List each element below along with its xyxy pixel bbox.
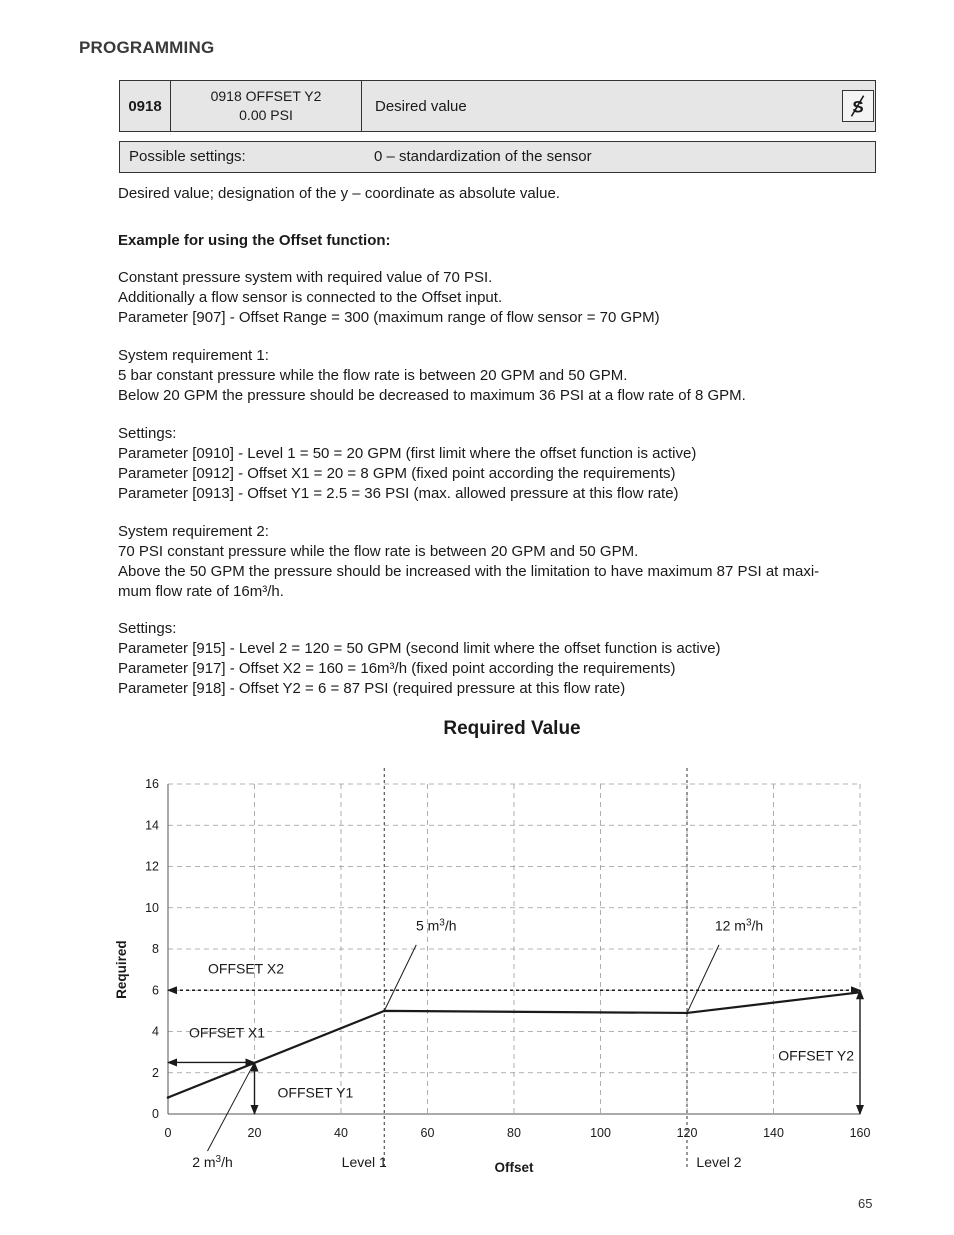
x-tick-label: 60 xyxy=(420,1126,435,1140)
level-label: Level 1 xyxy=(341,1154,387,1170)
paragraph-line: 5 bar constant pressure while the flow rate is between 20 GPM and 50 GPM. xyxy=(118,367,628,384)
flow-annotation: 5 $m^3/h$ xyxy=(415,917,457,934)
y-tick-label: 10 xyxy=(145,900,159,915)
reference-label: OFFSET Y2 xyxy=(778,1047,854,1064)
possible-settings-label: Possible settings: xyxy=(129,148,246,165)
parameter-default-value: 0.00 PSI xyxy=(239,107,293,123)
paragraph-line: Parameter [915] - Level 2 = 120 = 50 GPM (second limit where the offset function is active) xyxy=(118,640,721,657)
paragraph-line: Below 20 GPM the pressure should be decreased to maximum 36 PSI at a flow rate of 8 GPM. xyxy=(118,387,746,404)
example-heading: Example for using the Offset function: xyxy=(118,232,391,249)
possible-settings-value: 0 – standardization of the sensor xyxy=(374,148,592,165)
reference-label: OFFSET Y1 xyxy=(277,1084,354,1101)
paragraph-line: Constant pressure system with required value of 70 PSI. xyxy=(118,269,493,286)
reference-label: OFFSET X1 xyxy=(189,1024,265,1041)
paragraph-line: Parameter [918] - Offset Y2 = 6 = 87 PSI (required pressure at this flow rate) xyxy=(118,680,626,697)
paragraph-line: System requirement 2: xyxy=(118,523,269,540)
parameter-name-title: 0918 OFFSET Y2 xyxy=(210,88,322,104)
x-axis-title: Offset xyxy=(494,1160,534,1175)
paragraph-line: 70 PSI constant pressure while the flow rate is between 20 GPM and 50 GPM. xyxy=(118,543,639,560)
y-tick-label: 6 xyxy=(152,983,159,998)
annotation-leader xyxy=(384,945,416,1011)
paragraph-line: Settings: xyxy=(118,620,177,637)
x-tick-label: 100 xyxy=(590,1126,611,1140)
y-tick-label: 16 xyxy=(145,777,159,791)
paragraph-line: Parameter [907] - Offset Range = 300 (maximum range of flow sensor = 70 GPM) xyxy=(118,309,660,326)
y-tick-label: 8 xyxy=(152,942,159,956)
paragraph-line: Parameter [0913] - Offset Y1 = 2.5 = 36 PSI (max. allowed pressure at this flow rate) xyxy=(118,485,679,502)
y-tick-label: 2 xyxy=(152,1065,159,1080)
paragraph-line: Parameter [917] - Offset X2 = 160 = 16m³/h (fixed point according the requirements) xyxy=(118,660,676,677)
chart-title: Required Value xyxy=(443,718,581,739)
paragraph-line: mum flow rate of 16m³/h. xyxy=(118,583,284,600)
flow-annotation: 12 $m^3/h$ xyxy=(714,917,764,934)
flow-annotation: 2 $m^3/h$ xyxy=(192,1154,233,1170)
series-point xyxy=(167,1096,170,1099)
y-tick-label: 4 xyxy=(152,1024,159,1039)
paragraph-line: Parameter [0910] - Level 1 = 50 = 20 GPM (first limit where the offset function is active) xyxy=(118,445,697,462)
paragraph-line: Parameter [0912] - Offset X1 = 20 = 8 GPM (fixed point according the requirements) xyxy=(118,465,676,482)
y-axis-title: Required xyxy=(114,940,129,999)
page-number: 65 xyxy=(858,1196,873,1211)
x-tick-label: 20 xyxy=(247,1126,262,1140)
series-point xyxy=(859,991,862,994)
x-tick-label: 120 xyxy=(676,1126,698,1140)
y-tick-label: 0 xyxy=(152,1107,159,1121)
parameter-code: 0918 xyxy=(120,81,171,131)
paragraph-line: Settings: xyxy=(118,425,177,442)
y-tick-label: 14 xyxy=(145,818,159,833)
x-tick-label: 160 xyxy=(849,1126,871,1140)
x-tick-label: 40 xyxy=(334,1126,348,1140)
paragraph-line: System requirement 1: xyxy=(118,347,269,364)
reference-label: OFFSET X2 xyxy=(208,960,284,977)
y-tick-label: 12 xyxy=(145,859,159,874)
x-tick-label: 80 xyxy=(507,1126,521,1140)
level-label: Level 2 xyxy=(696,1154,742,1170)
paragraph-line: Above the 50 GPM the pressure should be increased with the limitation to have maximum 87 PSI at maxi- xyxy=(118,563,820,580)
parameter-description: Desired value xyxy=(375,97,467,115)
x-tick-label: 140 xyxy=(763,1126,784,1140)
x-tick-label: 0 xyxy=(164,1126,172,1140)
annotation-leader xyxy=(687,945,719,1013)
paragraph-line: Additionally a flow sensor is connected to the Offset input. xyxy=(118,289,503,306)
intro-sentence: Desired value; designation of the y – coordinate as absolute value. xyxy=(118,185,560,202)
flag-letter: S xyxy=(852,97,864,117)
section-heading: PROGRAMMING xyxy=(79,38,215,57)
